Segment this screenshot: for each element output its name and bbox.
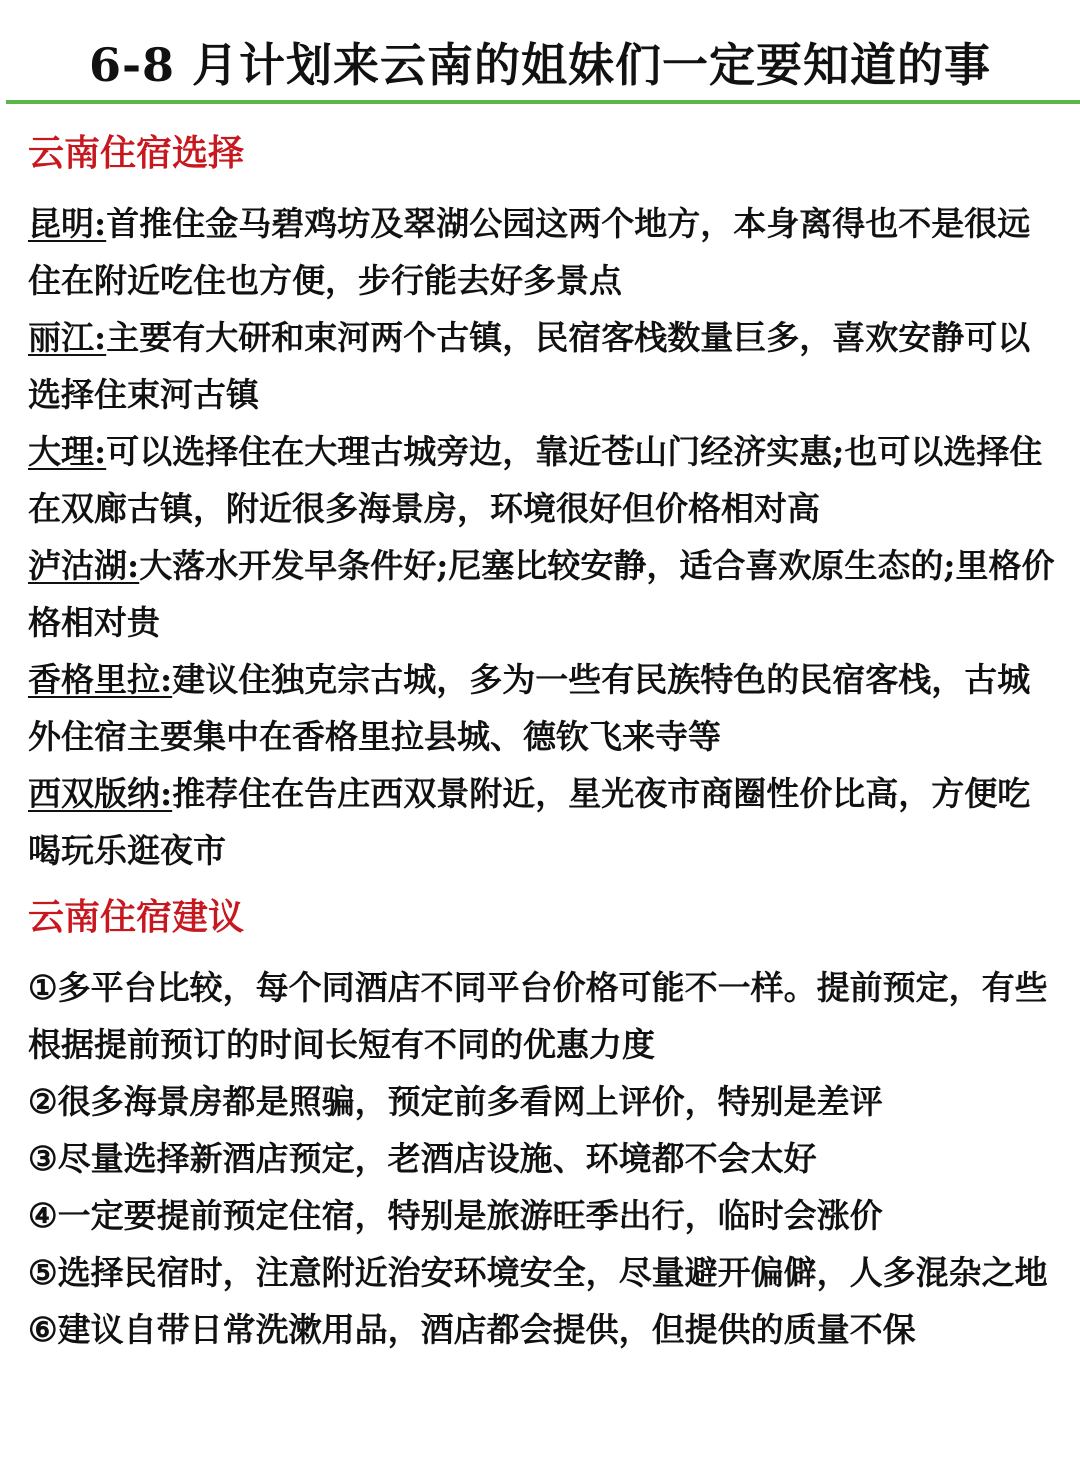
entry-label: 大理: xyxy=(28,432,107,471)
tip-item xyxy=(28,959,1056,1073)
tip-number: ⑤ xyxy=(28,1253,58,1292)
tip-text: 选择民宿时，注意附近治安环境安全，尽量避开偏僻，人多混杂之地 xyxy=(57,1253,1048,1292)
page-title: 6-8 月计划来云南的姐妹们一定要知道的事 xyxy=(88,38,992,92)
entry-text: 可以选择住在大理古城旁边，靠近苍山门经济实惠;也可以选择住在双廊古镇，附近很多海景房，环境很好但价格相对高 xyxy=(28,432,1043,528)
tip-text: 尽量选择新酒店预定，老酒店设施、环境都不会太好 xyxy=(57,1139,817,1178)
tip-item xyxy=(28,1187,1056,1244)
lodging-entry-lijiang xyxy=(28,309,1056,423)
tip-item xyxy=(28,1244,1056,1301)
section-heading-lodging-choice: 云南住宿选择 xyxy=(28,132,245,174)
lodging-entry-kunming xyxy=(28,195,1056,309)
tip-number: ④ xyxy=(28,1196,58,1235)
lodging-choice-list xyxy=(28,195,1056,879)
title-divider xyxy=(6,100,1080,104)
tip-number: ① xyxy=(28,968,58,1007)
entry-text: 大落水开发早条件好;尼塞比较安静，适合喜欢原生态的;里格价格相对贵 xyxy=(28,546,1055,642)
entry-label: 泸沽湖: xyxy=(28,546,140,585)
lodging-entry-lugu-lake xyxy=(28,537,1056,651)
lodging-entry-dali xyxy=(28,423,1056,537)
tip-item xyxy=(28,1301,1056,1358)
entry-text: 首推住金马碧鸡坊及翠湖公园这两个地方，本身离得也不是很远住在附近吃住也方便，步行能去好多景点 xyxy=(28,204,1031,300)
tip-text: 很多海景房都是照骗，预定前多看网上评价，特别是差评 xyxy=(57,1082,883,1121)
tip-text: 一定要提前预定住宿，特别是旅游旺季出行，临时会涨价 xyxy=(57,1196,883,1235)
tip-item xyxy=(28,1073,1056,1130)
lodging-tips-list xyxy=(28,959,1056,1358)
entry-label: 西双版纳: xyxy=(28,774,173,813)
lodging-entry-xishuangbanna xyxy=(28,765,1056,879)
entry-text: 推荐住在告庄西双景附近，星光夜市商圈性价比高，方便吃喝玩乐逛夜市 xyxy=(28,774,1031,870)
tip-number: ③ xyxy=(28,1139,58,1178)
section-heading-lodging-tips: 云南住宿建议 xyxy=(28,896,245,938)
entry-text: 建议住独克宗古城，多为一些有民族特色的民宿客栈，古城外住宿主要集中在香格里拉县城、德钦飞来寺等 xyxy=(28,660,1031,756)
tip-text: 多平台比较，每个同酒店不同平台价格可能不一样。提前预定，有些根据提前预订的时间长短有不同的优惠力度 xyxy=(28,968,1048,1064)
entry-label: 昆明: xyxy=(28,204,107,243)
lodging-entry-shangri-la xyxy=(28,651,1056,765)
tip-text: 建议自带日常洗漱用品，酒店都会提供，但提供的质量不保 xyxy=(57,1310,916,1349)
entry-text: 主要有大研和束河两个古镇，民宿客栈数量巨多，喜欢安静可以选择住束河古镇 xyxy=(28,318,1031,414)
tip-number: ⑥ xyxy=(28,1310,58,1349)
entry-label: 丽江: xyxy=(28,318,107,357)
tip-number: ② xyxy=(28,1082,58,1121)
entry-label: 香格里拉: xyxy=(28,660,173,699)
tip-item xyxy=(28,1130,1056,1187)
